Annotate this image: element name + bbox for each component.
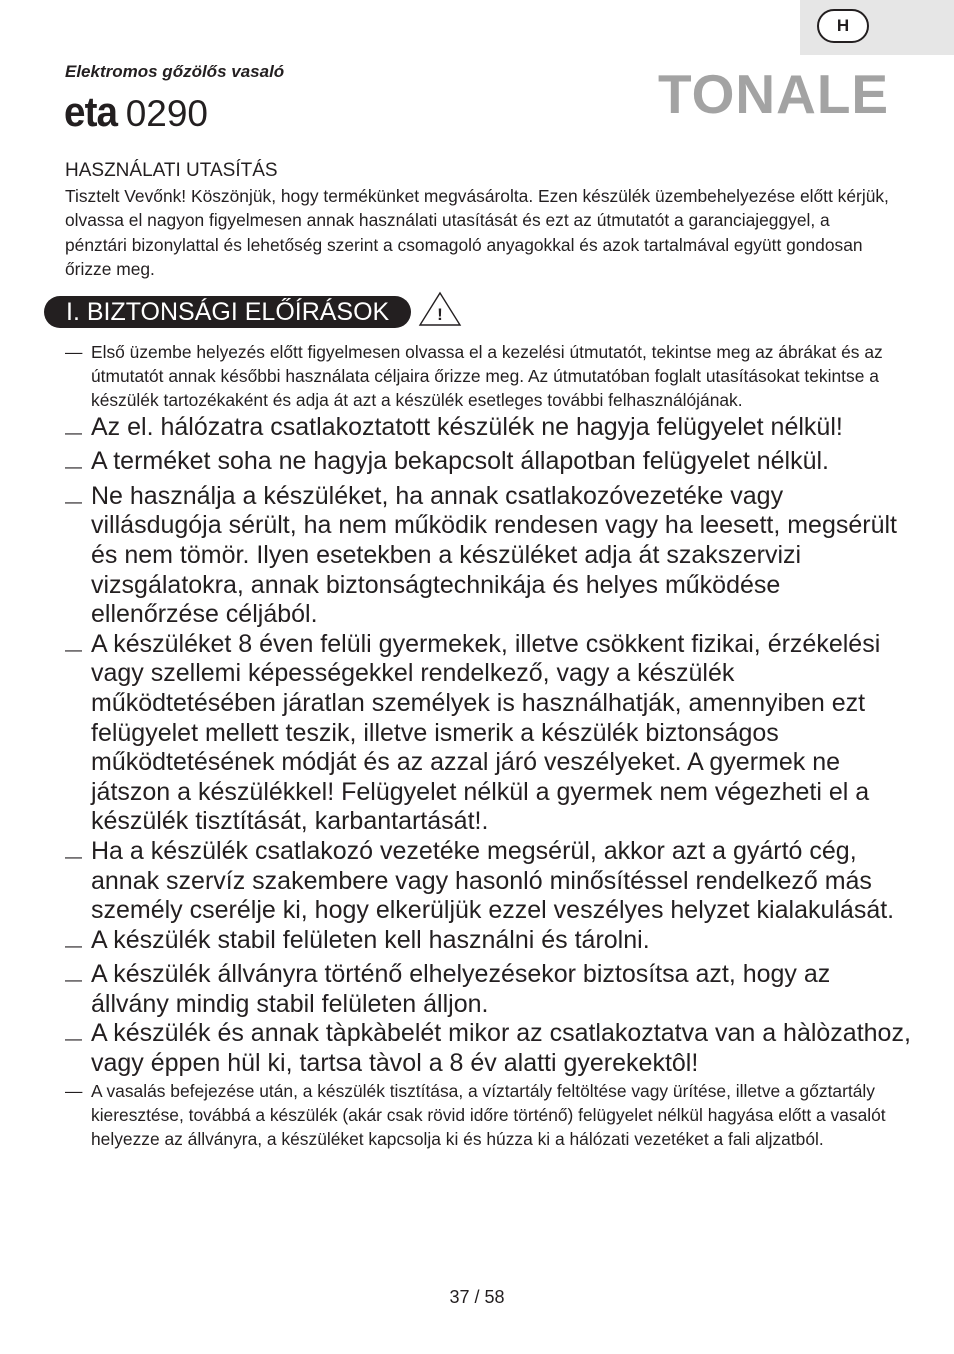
list-dash: — [65,457,82,477]
list-item: — Ha a készülék csatlakozó vezetéke megsérül, akkor azt a gyártó cég, annak szervíz szakembere vagy hasonló minősítéssel rendelkező más személy cserélje ki, hogy elkerüljük ezzel veszélyes helyzet kialakulását. [65,836,895,925]
list-dash: — [65,639,82,659]
page-number: 37 / 58 [449,1287,505,1307]
list-dash: — [65,422,82,442]
list-dash: — [65,491,82,511]
list-item: — Az el. hálózatra csatlakoztatott készülék ne hagyja felügyelet nélkül! [65,413,915,448]
list-item: — Ne használja a készüléket, ha annak csatlakozóvezetéke vagy villásdugója sérült, ha nem működik rendesen vagy ha leesett, megsérült és nem tömör. Ilyen esetekben a készüléket adja át szakszervizi vizsgálatokra, annak biztonságtechnikája és helyes működése ellenőrzése céljából. [65,481,897,629]
product-model [64,88,208,138]
product-line-logo: TONALE [658,63,890,125]
list-dash: — [65,342,83,362]
manual-title: HASZNÁLATI UTASÍTÁS [65,160,278,181]
list-dash: — [65,1080,83,1101]
list-item: — A vasalás befejezése után, a készülék tisztítása, a víztartály feltöltése vagy ürítése, illetve a gőztartály kieresztése, továbbá a készülék (akár csak rövid időre történő) felügyelet nélkül hagyása előtt a vasalót helyezze az állványra, a készüléket kapcsolja ki és húzza ki a hálózati vezetéket a fali aljzatból. [65,1080,886,1150]
list-item: — A készülék állványra történő elhelyezésekor biztosítsa azt, hogy az állvány mindig stabil felületen álljon. [65,960,831,1018]
intro-paragraph: Tisztelt Vevőnk! Köszönjük, hogy termékünket megvásárolta. Ezen készülék üzembehelyezése előtt kérjük, olvassa el nagyon figyelmesen annak használati utasítását és ezt az útmutatót a garanciajeggyel, a pénztári bizonylattal és lehetőség szerint a csomagoló anyagokkal és azok tartalmával együtt gondosan őrizze meg. [65,186,889,280]
list-dash: — [65,935,82,955]
language-badge: H [817,9,869,43]
warning-symbol: ! [437,305,444,324]
section-title: I. BIZTONSÁGI ELŐÍRÁSOK [44,296,411,328]
list-item: — A készüléket 8 éven felüli gyermekek, illetve csökkent fizikai, érzékelési vagy szellemi képességekkel rendelkező, vagy a készülék működtetésében járatlan személyek is használhatják, amennyiben ezt felügyelet mellett teszik, illetve ismerik a készülék biztonságos működtetésének módját és az azzal járó veszélyeket. A gyermek ne játszon a készülékkel! Felügyelet nélkül a gyermek nem végezheti el a készülék tisztítását, karbantartását!. [65,629,881,836]
product-subtitle: Elektromos gőzölős vasaló [65,62,285,81]
list-item: — A készülék stabil felületen kell használni és tárolni. [65,926,915,961]
list-dash: — [65,1029,82,1049]
list-item: — A készülék és annak tàpkàbelét mikor az csatlakoztatva van a hàlòzathoz, vagy éppen hül ki, tartsa tàvol a 8 év alatti gyerekektôl! [65,1019,911,1078]
model-number: 0290 [125,93,209,134]
list-item: — A terméket soha ne hagyja bekapcsolt állapotban felügyelet nélkül. [65,447,915,482]
list-item: — Első üzembe helyezés előtt figyelmesen olvassa el a kezelési útmutatót, tekintse meg az ábrákat és az útmutatót annak későbbi használata céljaira őrizze meg. Az útmutatóban foglalt utasításokat tekintse a készülék tartozékaként és adja át azt a készülék esetleges további felhasználójának. [65,342,883,411]
language-tab [800,0,954,55]
list-dash: — [65,970,82,990]
list-dash: — [65,846,82,866]
safety-rules-list [65,340,915,1151]
warning-triangle-icon [417,289,463,329]
section-heading [44,296,463,328]
brand-logo: eta [64,88,118,135]
